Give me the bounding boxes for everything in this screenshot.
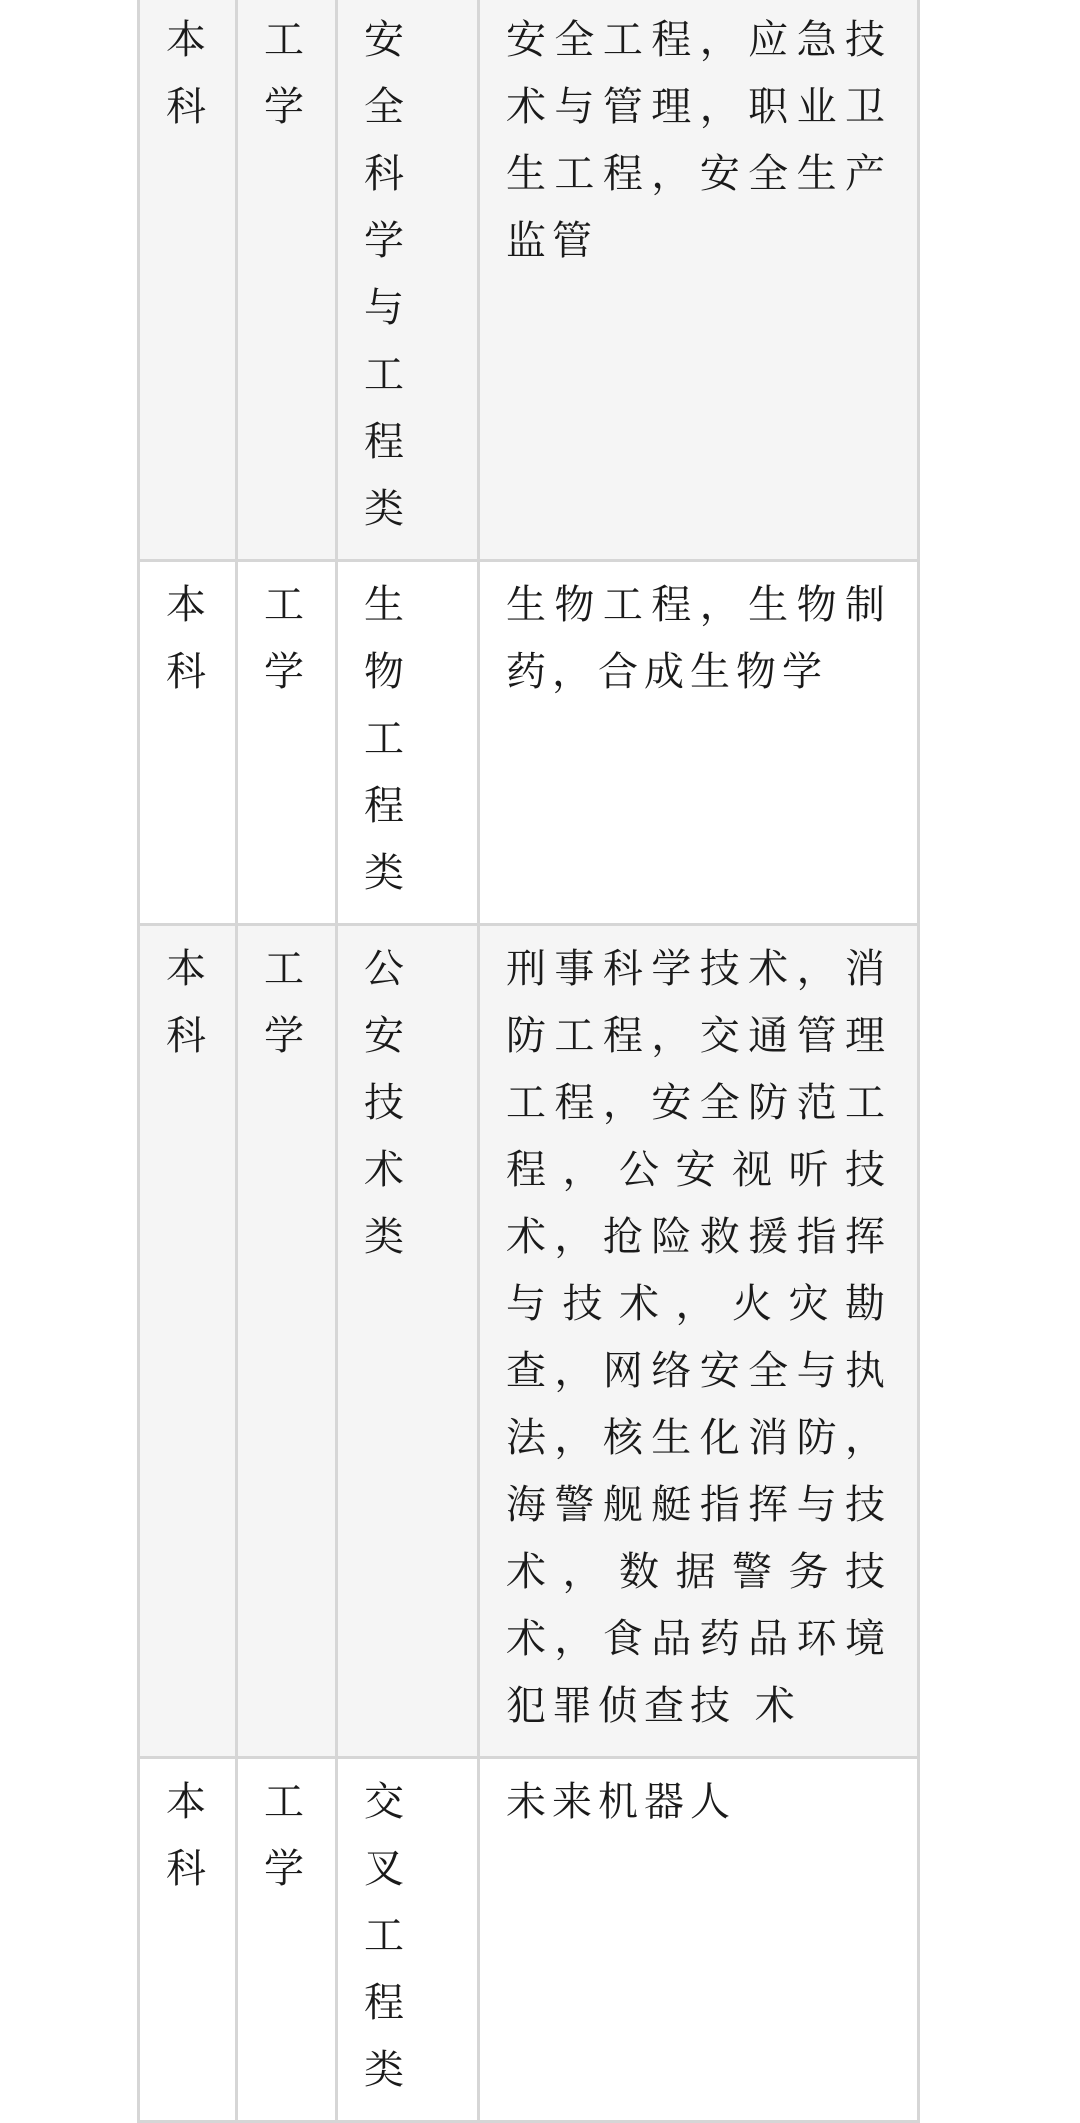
table-row xyxy=(139,0,919,561)
level-cell: 本科 xyxy=(139,0,237,561)
level-cell: 本科 xyxy=(139,561,237,925)
majors-table xyxy=(137,0,920,2123)
discipline-cell: 工学 xyxy=(237,0,337,561)
majors-cell: 生物工程，生物制药，合成生物学 xyxy=(479,561,919,925)
discipline-cell: 工学 xyxy=(237,925,337,1758)
table-row xyxy=(139,1758,919,2122)
discipline-cell: 工学 xyxy=(237,1758,337,2122)
category-cell: 交叉工程类 xyxy=(337,1758,479,2122)
majors-table-container xyxy=(137,0,917,2123)
level-cell: 本科 xyxy=(139,1758,237,2122)
category-cell: 公安技术类 xyxy=(337,925,479,1758)
level-cell: 本科 xyxy=(139,925,237,1758)
category-cell: 安全科学与工程类 xyxy=(337,0,479,561)
table-row xyxy=(139,561,919,925)
discipline-cell: 工学 xyxy=(237,561,337,925)
majors-cell: 刑事科学技术，消防工程，交通管理工程，安全防范工程，公安视听技术，抢险救援指挥与技术，火灾勘查，网络安全与执法，核生化消防，海警舰艇指挥与技术，数据警务技术，食品药品环境犯罪侦查技 术 xyxy=(479,925,919,1758)
majors-cell: 安全工程，应急技术与管理，职业卫生工程，安全生产监管 xyxy=(479,0,919,561)
table-row xyxy=(139,925,919,1758)
category-cell: 生物工程类 xyxy=(337,561,479,925)
majors-cell: 未来机器人 xyxy=(479,1758,919,2122)
